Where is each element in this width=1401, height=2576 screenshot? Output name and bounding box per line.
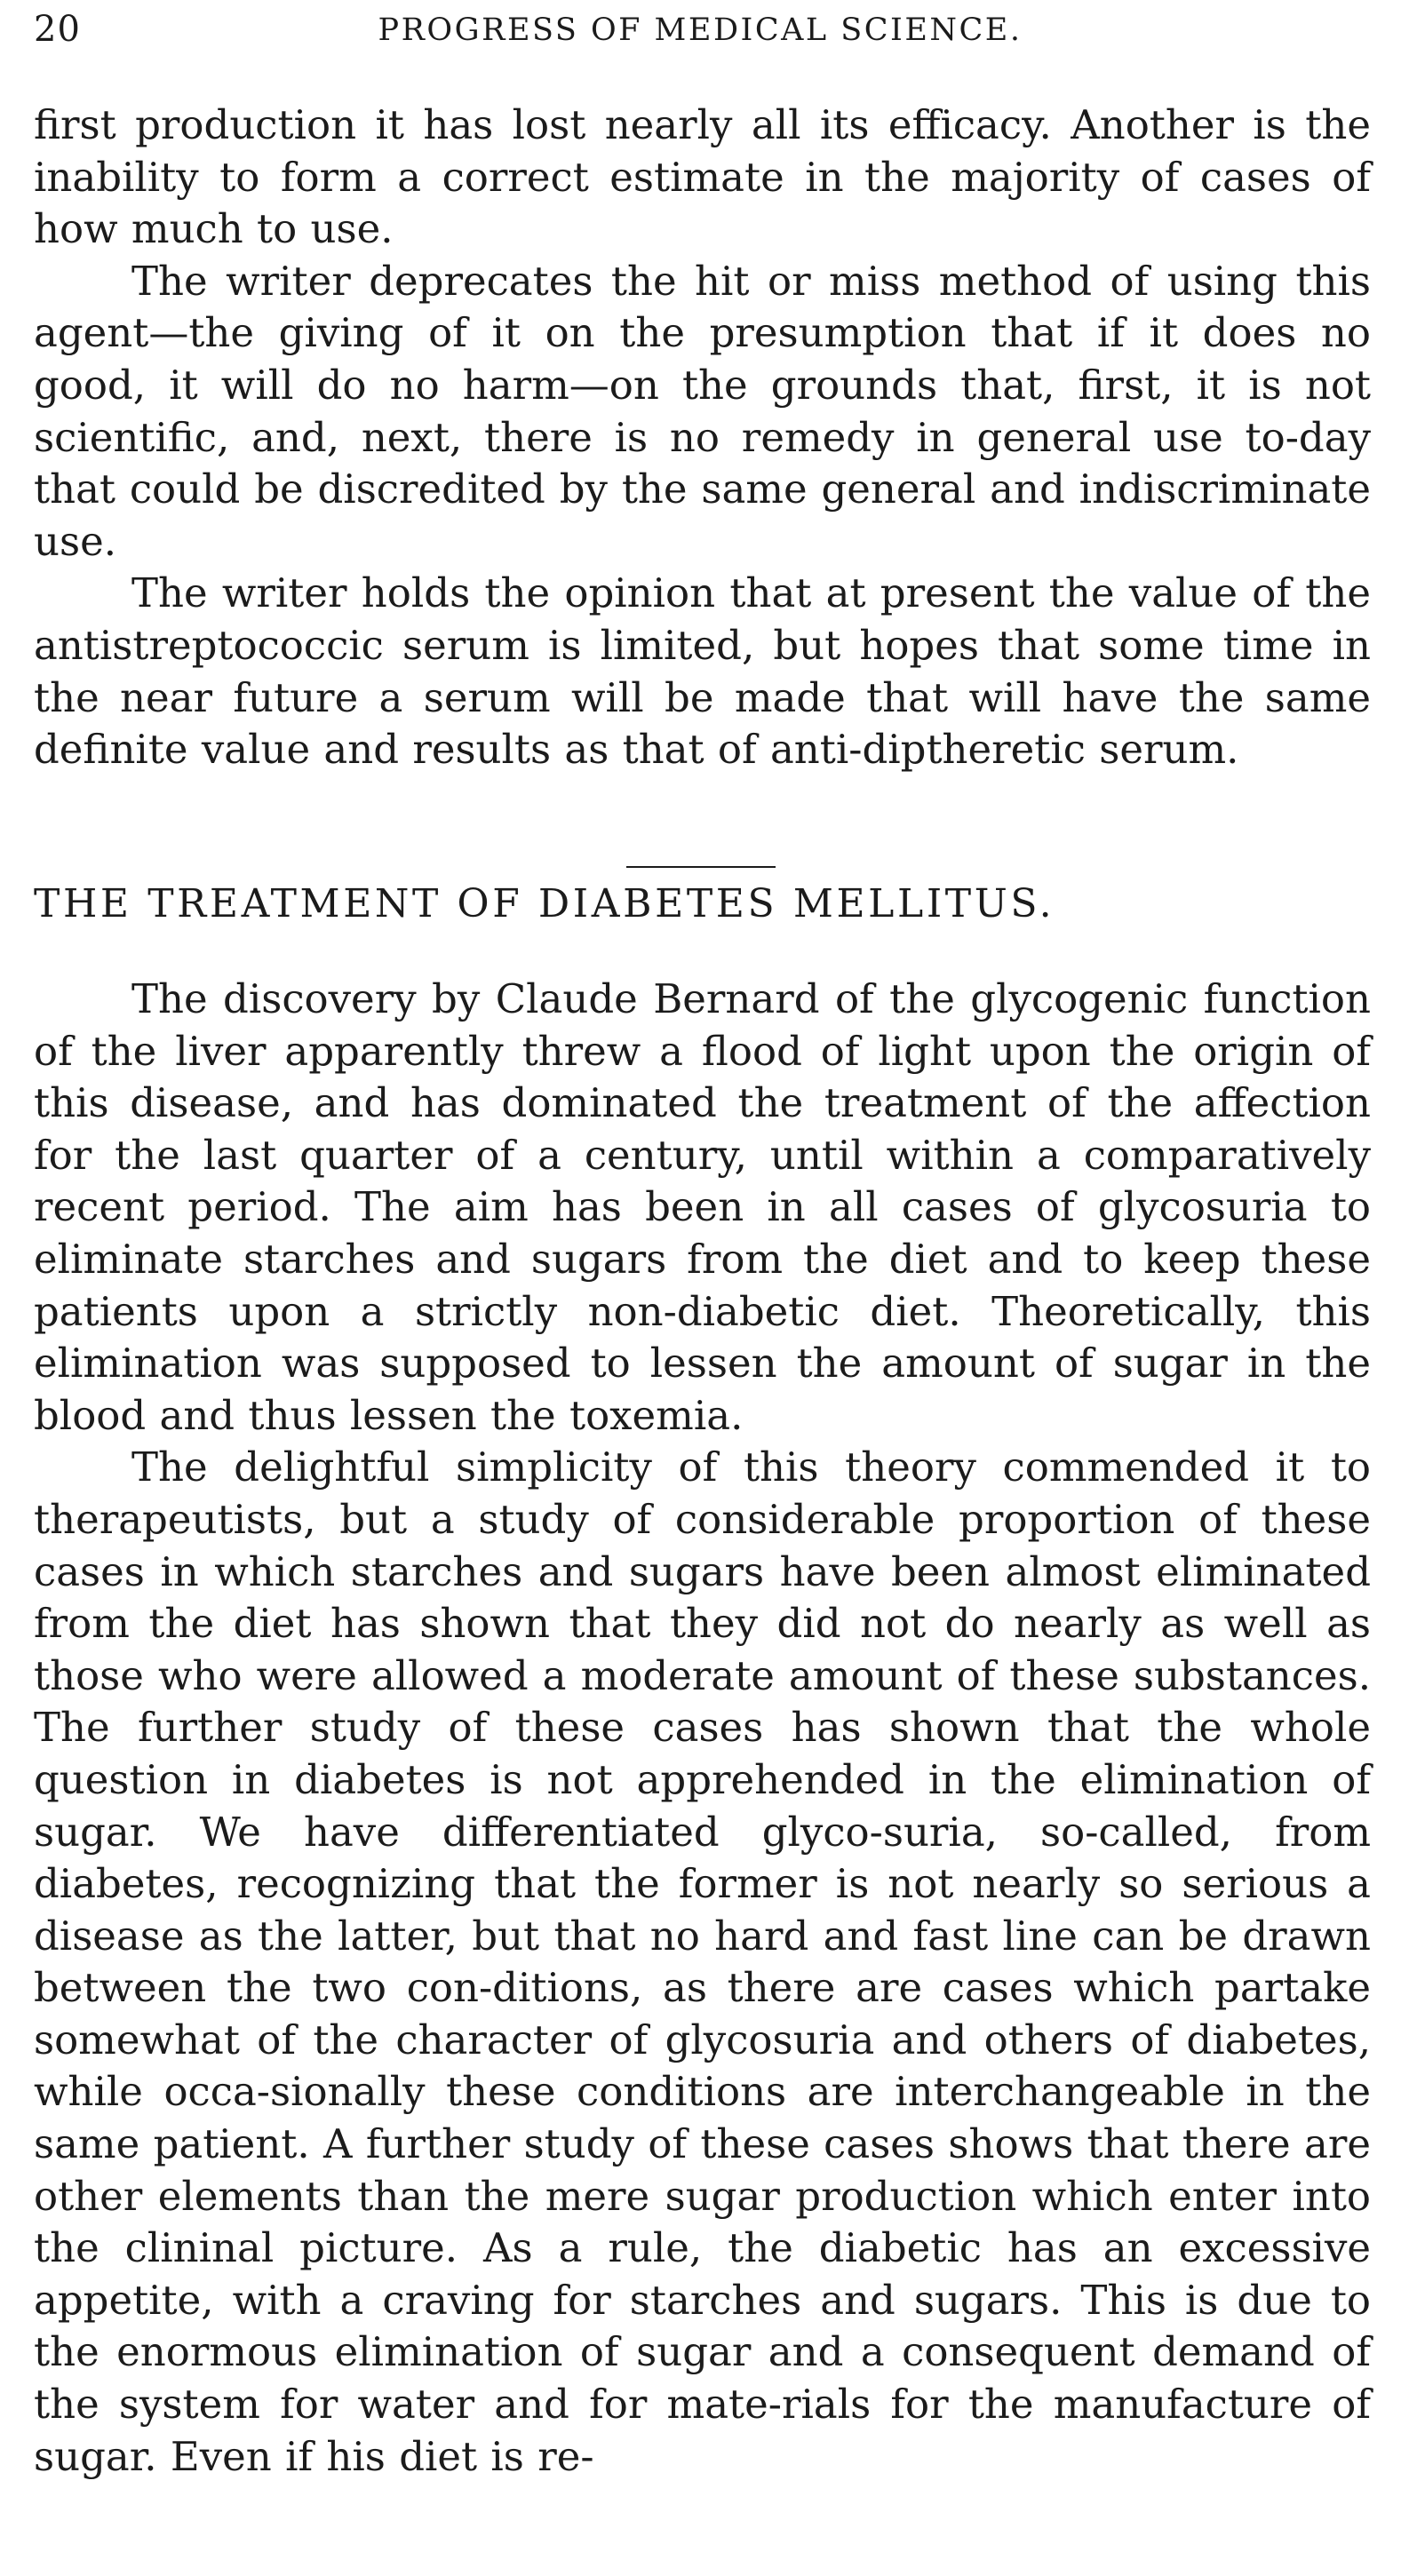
running-head [34,4,1366,57]
section-text-block [34,974,1371,2483]
running-title: PROGRESS OF MEDICAL SCIENCE. [378,12,1023,48]
section-heading: THE TREATMENT OF DIABETES MELLITUS. [34,881,1055,926]
continued-text-block [34,99,1371,776]
paragraph-continued: first production it has lost nearly all its efficacy. Another is the inability to form a correct estimate in the majority of cases of how much to use. [34,101,1371,253]
paragraph-hit-or-miss: The writer deprecates the hit or miss method of using this agent—the giving of it on the presumption that if it does no good, it will do no harm—on the grounds that, first, it is not scientific, and, next, there is no remedy in general use to-day that could be discredited by the same general and indiscriminate use. [34,257,1371,565]
section-divider-rule [626,866,776,868]
paragraph-theory-simplicity: The delightful simplicity of this theory commended it to therapeutists, but a study of considerable proportion of these cases in which starches and sugars have been almost eliminated from the diet has shown that they did not do nearly as well as those who were allowed a moderate amount of these substances. The further study of these cases has shown that the whole question in diabetes is not apprehended in the elimination of sugar. We have differentiated glyco-suria, so-called, from diabetes, recognizing that the former is not nearly so serious a disease as the latter, but that no hard and fast line can be drawn between the two con-ditions, as there are cases which partake somewhat of the character of glycosuria and others of diabetes, while occa-sionally these conditions are interchangeable in the same patient. A further study of these cases shows that there are other elements than the mere sugar production which enter into the clininal picture. As a rule, the diabetic has an excessive appetite, with a craving for starches and sugars. This is due to the enormous elimination of sugar and a consequent demand of the system for water and for mate-rials for the manufacture of sugar. Even if his diet is re- [34,1443,1371,2480]
page-number: 20 [34,9,81,50]
paragraph-serum-opinion: The writer holds the opinion that at present the value of the antistreptococcic serum is limited, but hopes that some time in the near future a serum will be made that will have the same definite value and results as that of anti-diptheretic serum. [34,569,1371,774]
paragraph-glycogenic-discovery: The discovery by Claude Bernard of the glycogenic function of the liver apparently threw a flood of light upon the origin of this disease, and has dominated the treatment of the affection for the last quarter of a century, until within a comparatively recent period. The aim has been in all cases of glycosuria to eliminate starches and sugars from the diet and to keep these patients upon a strictly non-diabetic diet. Theoretically, this elimination was supposed to lessen the amount of sugar in the blood and thus lessen the toxemia. [34,975,1371,1439]
